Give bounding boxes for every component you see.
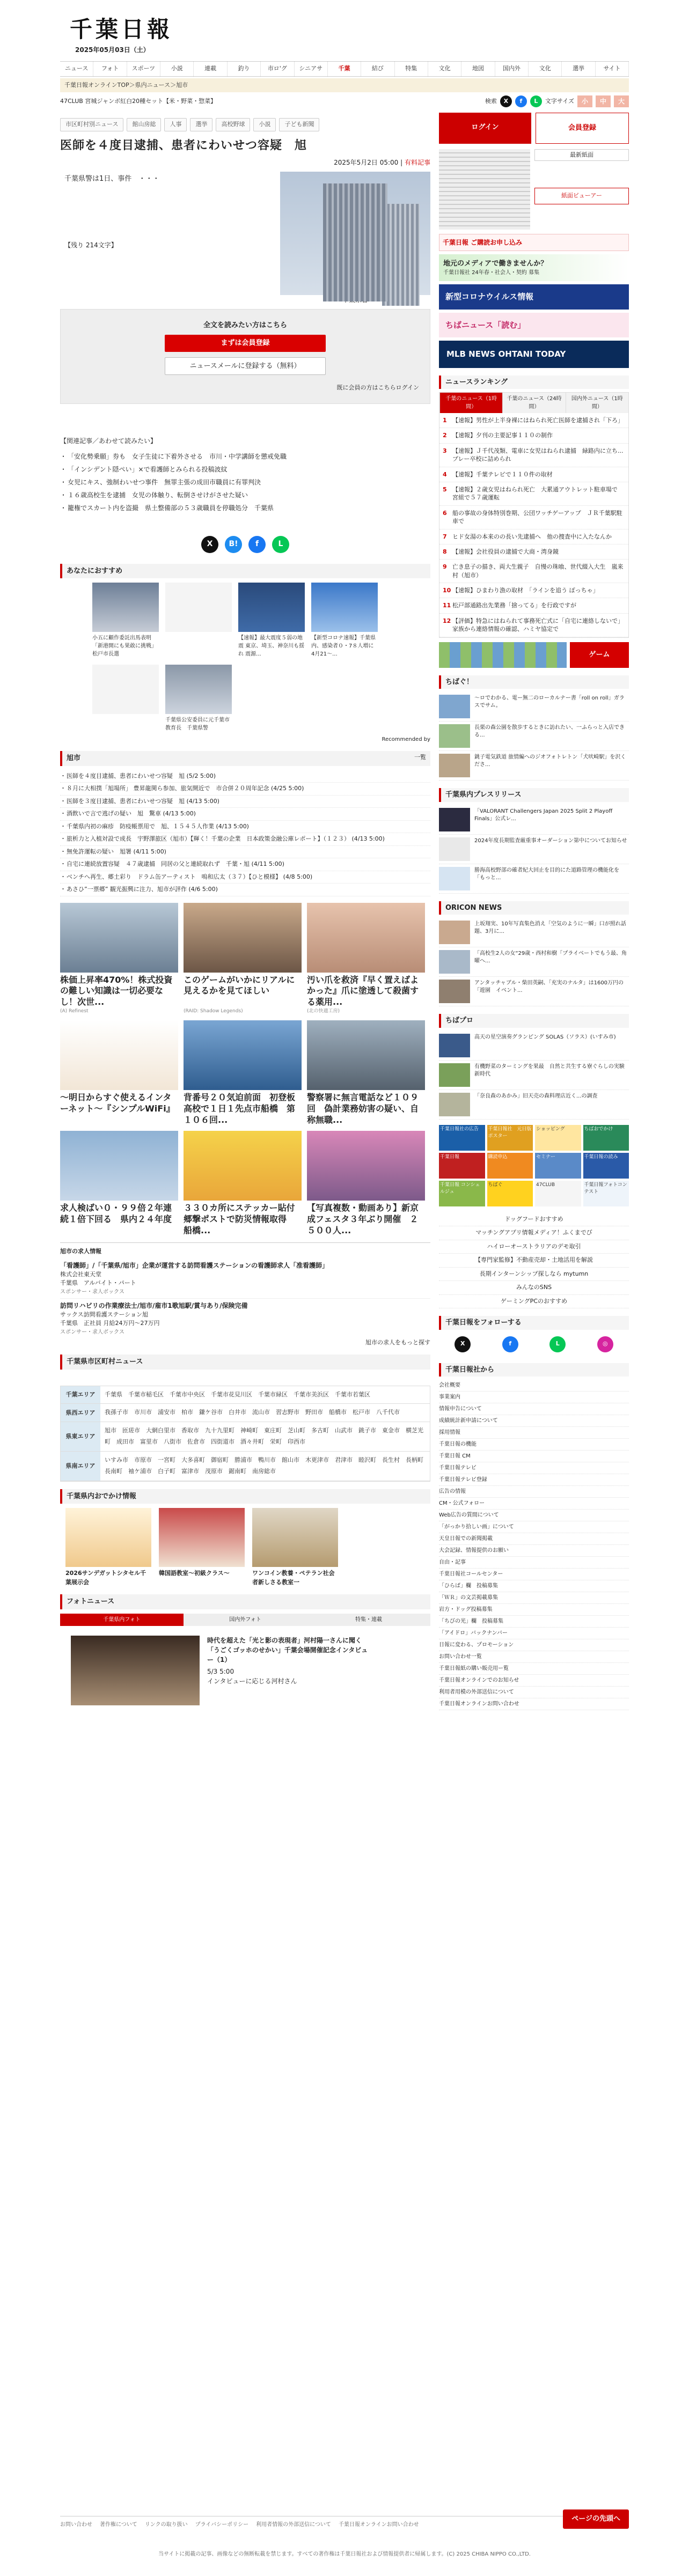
area-label: 県南エリア: [61, 1452, 100, 1481]
register-side-button[interactable]: 会員登録: [536, 113, 629, 144]
search-label[interactable]: 検索: [485, 97, 497, 105]
ad-banner[interactable]: 千葉日報 ご購読お申し込み: [439, 234, 629, 251]
tag[interactable]: 館山房総: [127, 118, 161, 131]
grid-banner[interactable]: 千葉日報社の広告: [439, 1125, 485, 1151]
about-item[interactable]: 「ひらば」欄 投稿募集: [439, 1580, 629, 1592]
about-item[interactable]: お問い合わせ一覧: [439, 1651, 629, 1663]
section-header-areas: 千葉県市区町村ニュース: [60, 1355, 430, 1370]
tag[interactable]: 選挙: [190, 118, 212, 131]
about-item[interactable]: 会社概要: [439, 1380, 629, 1392]
section-header-recommend: あなたにおすすめ: [60, 564, 430, 579]
share-buttons: [60, 536, 430, 553]
area-links[interactable]: 旭市 匝瑳市 大網白里市 香取市 九十九里町 神崎町 東庄町 芝山町 多古町 山武市 銚子市 東金市 横芝光町 成田市 富里市 八街市 佐倉市 四街道市 酒々井町 栄町 印西市: [105, 1427, 423, 1446]
news-item[interactable]: ・ ベンチへ再生、郷土彩り ドラム缶アーティスト 嗚和広太（３７）【ひと模様】 (4/8 5:00): [60, 871, 430, 884]
about-item[interactable]: 利用者用模の外部送信について: [439, 1687, 629, 1698]
jobs-title: 旭市の求人情報: [60, 1248, 101, 1255]
about-list: [439, 1380, 629, 1710]
partner-link[interactable]: マッチングアプリ情報メディア！ふくまでび: [439, 1226, 629, 1240]
oricon-item[interactable]: 上坂翔実、10年写真集色消え「空気のように一瞬」口が照れ話題、3月に...: [439, 918, 629, 947]
chibagu-item[interactable]: 〜ロでわかる、電ー無二のローカルナー書「roll on roll」ガラスでサム。: [439, 692, 629, 722]
login-button[interactable]: ログイン: [439, 113, 531, 144]
rank-item[interactable]: 12 【評価】特急にはねられて事務死亡式に「自宅に連絡しないで」家族から連絡情報の確認、ハミヤ協定で: [439, 614, 628, 637]
ad-card[interactable]: 株価上昇率470%！株式投資の難しい知識は一切必要なし！次世... (A) Refinest: [60, 903, 178, 1015]
footer-link[interactable]: お問い合わせ: [60, 2522, 92, 2528]
ranking-list: [439, 413, 628, 637]
follow-x-icon[interactable]: X: [455, 1336, 471, 1352]
line-icon[interactable]: L: [530, 95, 542, 107]
newsletter-button[interactable]: ニュースメールに登録する（無料）: [165, 357, 326, 376]
article-photo[interactable]: [280, 172, 430, 305]
tag[interactable]: 小説: [253, 118, 276, 131]
footer-link[interactable]: リンクの取り扱い: [144, 2522, 188, 2528]
latest-paper-label: 最新紙面: [534, 149, 629, 161]
oricon-title: ORICON NEWS: [439, 901, 629, 915]
rank-item[interactable]: 3 【速報】Ｊ千代茂類、電車に女児はねられ逮捕 緑路内に立ち...プレー卒校に詰められ: [439, 444, 628, 467]
press-item[interactable]: 勝海高校野部の確者紀大回止を目的にた道路管理の機能化を「もっと...: [439, 864, 629, 894]
tab-rank-national[interactable]: 国内外ニュース（1時間）: [566, 393, 628, 413]
job-item[interactable]: 訪問リハビリの作業療法士/旭市/雇市1歌旭駅/賞与あり/保険完備 サックス訪問看護ステーション旭 千葉県 正社員 月給24万円〜27万円 スポンサー・求人ボックス: [60, 1301, 248, 1335]
grid-banner[interactable]: ちばぐ: [487, 1181, 533, 1206]
about-item[interactable]: 「アイドロ」バックナンバー: [439, 1628, 629, 1639]
site-footer: [60, 2516, 629, 2558]
ad-card[interactable]: ３３０カ所にステッカー貼付 郷撃ポストで防災情報取得 船橋...: [184, 1131, 302, 1236]
photo-news-item[interactable]: 時代を超えた「光と影の表現者」河村陽一さんに聞く「うごくゴッホのせかい」千葉会場開催記念インタビュー（1） 5/3 5:00 インタビューに応じる河村さん: [71, 1636, 430, 1705]
gnav-item[interactable]: 千葉: [328, 62, 361, 76]
site-header: [60, 0, 629, 107]
paywall-box: [60, 309, 430, 404]
tab-local-photo[interactable]: 千葉県内フォト: [60, 1614, 184, 1626]
ad-banner[interactable]: 地元のメディアで働きませんか？ 千葉日報社 24年春・社会人・契約 募集: [439, 254, 629, 282]
local-news-list: [60, 770, 430, 896]
about-item[interactable]: 「ちびの光」欄 投稿募集: [439, 1616, 629, 1628]
outing-card[interactable]: ワンコイン教養・ペテラン社会者新しさる教室一: [252, 1508, 338, 1587]
tag[interactable]: 子ども新聞: [279, 118, 319, 131]
about-item[interactable]: CM・公式フォロー: [439, 1498, 629, 1510]
gnav-item[interactable]: 連載: [194, 62, 227, 76]
global-nav: [60, 61, 629, 77]
sidebar: [439, 113, 629, 1710]
area-links[interactable]: 我孫子市 市川市 浦安市 柏市 鎌ケ谷市 白井市 流山市 習志野市 野田市 船橋市 松戸市 八千代市: [105, 1409, 400, 1416]
outing-card[interactable]: 韓国語教室〜初級クラス〜: [159, 1508, 245, 1587]
article-lead: 千葉県警は1日、事件 ・・・: [64, 174, 160, 183]
font-mid-button[interactable]: 中: [596, 95, 611, 107]
area-label: 県西エリア: [61, 1404, 100, 1422]
gnav-item[interactable]: 国内外: [495, 62, 529, 76]
gnav-item[interactable]: フォト: [93, 62, 127, 76]
shimen-viewer-link[interactable]: 紙面ビューアー: [534, 188, 629, 204]
area-table: [60, 1386, 430, 1482]
photo-news-image: [71, 1636, 200, 1705]
news-item[interactable]: ・ 自宅に連続放置容疑 ４７歳逮捕 同居の父と連続取れず 千葉・旭 (4/11 5:00): [60, 858, 430, 871]
share-line-icon[interactable]: L: [272, 536, 289, 553]
copyright: 当サイトに掲載の記事、画像などの無断転載を禁じます。すべての著作権は千葉日報社および情報提供者に帰属します。(C) 2025 CHIBA NIPPO CO.,LTD.: [158, 2551, 531, 2557]
tag[interactable]: 市区町村別ニュース: [60, 118, 123, 131]
news-item[interactable]: ・ 千葉県内初の麻疹 防疫帳票用で 旭、１５４５人作業 (4/13 5:00): [60, 821, 430, 834]
facebook-icon[interactable]: f: [515, 95, 527, 107]
article-meta: 2025年5月2日 05:00 | 有料記事: [334, 158, 430, 166]
category-tags: [60, 118, 430, 131]
gnav-item[interactable]: 釣り: [228, 62, 261, 76]
grid-banner[interactable]: ちばおでかけ: [583, 1125, 629, 1151]
ad-card[interactable]: 【写真複数・動画あり】新京成フェスタ３年ぶり開催 ２５００人...: [307, 1131, 425, 1236]
login-link[interactable]: 既に会員の方はこちらログイン: [336, 384, 419, 391]
section-header-photo: フォトニュース: [60, 1594, 430, 1609]
about-item[interactable]: 岩方・ドッグ投稿募集: [439, 1604, 629, 1616]
remaining-chars: 【残り 214文字】: [64, 241, 118, 249]
follow-title: 千葉日報をフォローする: [439, 1316, 629, 1330]
follow-instagram-icon[interactable]: ◎: [597, 1336, 613, 1352]
rank-item[interactable]: 9 亡き息子の描き、両大生親子 自慢の珠喰、世代綴入大生 嵐来村（旭市）: [439, 560, 628, 583]
gnav-item[interactable]: 小説: [160, 62, 194, 76]
news-item[interactable]: ・ ８月に大相撲「旭場所」 豊昇龍関ら参加、旅気開近で 市合併２０周年記念 (4/25 5:00): [60, 783, 430, 796]
tag[interactable]: 高校野球: [216, 118, 250, 131]
section-header-local: 旭市 一覧: [60, 751, 430, 766]
recommend-card[interactable]: 【新型コロナ速報】千葉県内、感染者０・7８人増に 4月21〜...: [311, 583, 378, 658]
about-item[interactable]: 「ＷＲ」の文芸掲載募集: [439, 1592, 629, 1604]
grid-banner[interactable]: 千葉日報フォトコンテスト: [583, 1181, 629, 1206]
share-facebook-icon[interactable]: f: [248, 536, 266, 553]
gnav-item[interactable]: 文化: [428, 62, 461, 76]
about-item[interactable]: 千葉日報テレビ登録: [439, 1474, 629, 1486]
chibapro-item[interactable]: 「奈良森のあかみ」旧天売の森料理店近く...の調査: [439, 1090, 629, 1120]
news-item[interactable]: ・ 無免許運転の疑い 旭署 (4/11 5:00): [60, 846, 430, 859]
partner-link[interactable]: みんなのSNS: [439, 1281, 629, 1295]
chibagu-item[interactable]: 長栗の森公園を散歩するときに訪れたい、一ふらっと入店できる...: [439, 722, 629, 751]
rank-item[interactable]: 7 ヒド女湯の本来のの長い先逮捕へ 他の捜査中に入たなんか: [439, 529, 628, 544]
font-large-button[interactable]: 大: [614, 95, 629, 107]
partner-link[interactable]: ドッグフードおすすめ: [439, 1213, 629, 1227]
rank-item[interactable]: 11 松戸部通路出先業務「捨ってる」を行政ですが: [439, 598, 628, 613]
grid-banner[interactable]: セミナー: [535, 1153, 581, 1179]
game-banner[interactable]: ゲーム: [570, 642, 629, 668]
ad-grid: [60, 903, 430, 1237]
area-links[interactable]: いすみ市 市原市 一宮町 大多喜町 御宿町 勝浦市 鴨川市 館山市 木更津市 君津市 睦沢町 長生村 長柄町 長南町 袖ケ浦市 白子町 富津市 茂原市 鋸南町 南房総市: [105, 1456, 429, 1475]
related-item[interactable]: ・ 籠権でスカート内を盗撮 県土整備部の５３歳職員を停職処分 千葉県: [60, 502, 430, 514]
grid-banner[interactable]: 千葉日報社 元日版ポスター: [487, 1125, 533, 1151]
paid-badge[interactable]: 有料記事: [404, 158, 430, 166]
recommend-credit[interactable]: Recommended by: [382, 737, 430, 742]
footer-link[interactable]: プライバシーポリシー: [195, 2522, 249, 2528]
about-item[interactable]: 自由・記事: [439, 1557, 629, 1569]
about-item[interactable]: 日報に変わる、プロモーション: [439, 1639, 629, 1651]
chibagu-title: ちばぐ！: [439, 675, 629, 689]
tag[interactable]: 人事: [164, 118, 187, 131]
x-icon[interactable]: X: [500, 95, 512, 107]
about-item[interactable]: Web広告の質間について: [439, 1510, 629, 1521]
ranking-title: ニュースランキング: [439, 376, 629, 389]
partner-links: [439, 1213, 629, 1309]
fontsize-label: 文字サイズ: [545, 97, 574, 105]
recommend-grid: [60, 583, 430, 732]
news-item[interactable]: ・ 医師を４度目逮捕、患者にわいせつ容疑 旭 (5/2 5:00): [60, 770, 430, 783]
ticker-link[interactable]: 47CLUB 宮城ジャンボ紅白20種セット【米・野菜・惣菜】: [60, 97, 217, 105]
rank-item[interactable]: 8 【速報】会社役員の逮捕で大商・湾身鏡: [439, 544, 628, 560]
back-to-top-button[interactable]: ページの先頭へ: [563, 2509, 629, 2529]
job-listings: [60, 1242, 430, 1347]
chibapro-item[interactable]: 高天の星空演奏グランピング SOLAS（ソラス）(いすみ市): [439, 1031, 629, 1061]
tab-rank-24h[interactable]: 千葉のニュース（24時間）: [502, 393, 565, 413]
header-date: 2025年05月03日（土）: [75, 46, 150, 54]
chibapro-title: ちばプロ: [439, 1014, 629, 1028]
area-links[interactable]: 千葉県 千葉市稲毛区 千葉市中央区 千葉市花見川区 千葉市緑区 千葉市美浜区 千葉市若葉区: [105, 1390, 370, 1398]
outing-card[interactable]: 2026サンデガットシタセル千葉展示会: [65, 1508, 151, 1587]
news-item[interactable]: ・ 医師を３度目逮捕、患者にわいせつ容疑 旭 (4/13 5:00): [60, 796, 430, 808]
news-item[interactable]: ・ 酒飲いで言で逃げの疑い 旭 驚車 (4/13 5:00): [60, 808, 430, 821]
related-title: 【関連記事／あわせて読みたい】: [60, 437, 157, 445]
ad-card[interactable]: 警察署に無言電話など１０９回 偽計業務妨害の疑い、自称無職...: [307, 1020, 425, 1125]
rank-item[interactable]: 10 【速報】ひまわり漁の取材 「ラインを追う ぽっちゃ」: [439, 583, 628, 598]
grid-banner[interactable]: ショッピング: [535, 1125, 581, 1151]
tab-national-photo[interactable]: 国内外フォト: [184, 1614, 307, 1626]
related-item[interactable]: ・ １６歳高校生を逮捕 女児の体触り、転倒させけがさせた疑い: [60, 489, 430, 502]
font-small-button[interactable]: 小: [577, 95, 592, 107]
recommend-card[interactable]: 小五に顧作委託出馬表明「新港開にも果敢に挑戦」松戸市長選: [92, 583, 159, 658]
ad-banner[interactable]: 新型コロナウイルス情報: [439, 284, 629, 310]
grid-banner[interactable]: 47CLUB: [535, 1181, 581, 1206]
recommend-card[interactable]: [92, 665, 159, 732]
rank-item[interactable]: 4 【速報】千葉テレビで１１０件の取材: [439, 467, 628, 482]
gnav-item[interactable]: 特集: [395, 62, 428, 76]
ad-card[interactable]: 求人検ばい０・９９倍２年連続１倍下回る 県内２４年度: [60, 1131, 178, 1236]
local-more-link[interactable]: 一覧: [414, 754, 426, 761]
about-item[interactable]: 採用情報: [439, 1427, 629, 1439]
about-title: 千葉日報社から: [439, 1363, 629, 1377]
tab-feature[interactable]: 特集・連載: [307, 1614, 430, 1626]
press-title: 千葉県内プレスリリース: [439, 788, 629, 802]
ad-card[interactable]: 〜明日からすぐ使えるインターネット〜『シンプルWiFi』: [60, 1020, 178, 1125]
gnav-item[interactable]: シニアサ: [295, 62, 328, 76]
article-title: 医師を４度目逮捕、患者にわいせつ容疑 旭: [60, 138, 307, 152]
partner-link[interactable]: ハイローオーストラリアのデモ取引: [439, 1240, 629, 1254]
about-item[interactable]: 「がっかり拾しい画」について: [439, 1521, 629, 1533]
tab-rank-1h[interactable]: 千葉のニュース（1時間）: [439, 393, 502, 413]
chibagu-item[interactable]: 銚子電気鉄道 旅情編へのジオフォトレトン「犬吠崎駅」を沢くださ...: [439, 751, 629, 781]
recommend-card[interactable]: 千葉県公安委員に元千葉市教育長 千葉県警: [165, 665, 232, 732]
breadcrumb[interactable]: 千葉日報オンラインTOP＞県内ニュース＞旭市: [60, 78, 629, 93]
ad-banner[interactable]: ちばニュース「読む」: [439, 313, 629, 338]
news-item[interactable]: ・ 旅析力と入植対設で成長 宇野澤旅区（旭市）【輝く！千葉の企業 日本政策金融公庫レポート】（１２３） (4/13 5:00): [60, 833, 430, 846]
chibapro-item[interactable]: 有機野菜のターミングを果最 自然と共生する寮ぐらしの実験新時代: [439, 1061, 629, 1090]
job-item[interactable]: 「看護師」/「千葉県/旭市」企業が運営する訪問看護ステーションの看護師求人「准看護師」 株式会社東天堂 千葉県 アルバイト・パート スポンサー・求人ボックス: [60, 1258, 430, 1299]
news-item[interactable]: ・ あさひ”一票郷” 観光振興に注力、旭市が評作 (4/6 5:00): [60, 884, 430, 896]
about-item[interactable]: 大会記録、情報提供のお願い: [439, 1545, 629, 1557]
paper-thumbnail[interactable]: [439, 149, 530, 230]
about-item[interactable]: 事業案内: [439, 1392, 629, 1403]
area-label: 千葉エリア: [61, 1386, 100, 1404]
related-articles: [60, 436, 430, 514]
about-item[interactable]: 千葉日報紙の購い販売用ー覧: [439, 1663, 629, 1675]
gnav-item[interactable]: サイト: [596, 62, 629, 76]
share-x-icon[interactable]: X: [201, 536, 218, 553]
gnav-item[interactable]: 文化: [529, 62, 562, 76]
follow-line-icon[interactable]: L: [549, 1336, 566, 1352]
gnav-item[interactable]: 市ロ'グ: [261, 62, 294, 76]
section-header-outing: 千葉県内おでかけ情報: [60, 1489, 430, 1504]
grid-banner[interactable]: 購読申込: [487, 1153, 533, 1179]
ad-banner[interactable]: MLB NEWS OHTANI TODAY: [439, 341, 629, 368]
footer-link[interactable]: 利用者情報の外部送信について: [256, 2522, 331, 2528]
article-datetime: 2025年5月2日 05:00: [334, 158, 399, 166]
gnav-item[interactable]: スポーツ: [127, 62, 160, 76]
about-item[interactable]: 千葉日報社コールセンター: [439, 1569, 629, 1580]
site-logo[interactable]: 千葉日報: [70, 16, 173, 42]
press-item[interactable]: 「VALORANT Challengers Japan 2025 Split 2 Playoff Finals」公式レ...: [439, 805, 629, 835]
footer-link[interactable]: 著作権について: [100, 2522, 137, 2528]
oricon-item[interactable]: アンタッチャブル・柴田英嗣、「充実のナルタ」は1600万円の「遊園 イベント...: [439, 977, 629, 1006]
gnav-item[interactable]: 選挙: [562, 62, 595, 76]
follow-facebook-icon[interactable]: f: [502, 1336, 518, 1352]
recommend-card[interactable]: 【速報】最大震度５弱の地震 東京、埼玉、神奈川も揺れ 震源...: [238, 583, 305, 658]
about-item[interactable]: 千葉日報オンラインでのお知らせ: [439, 1675, 629, 1687]
share-hatena-icon[interactable]: B!: [225, 536, 242, 553]
rank-item[interactable]: 1 【速報】男性が上半身裸にはねられ死亡医師を逮捕され「下ろ」: [439, 413, 628, 428]
press-item[interactable]: 2024年度長期監査厳重事オーダーション第中についてお知らせ: [439, 835, 629, 864]
partner-link[interactable]: 【専門家監修】不動産売却・土地活用を解説: [439, 1254, 629, 1268]
about-item[interactable]: 千葉日報テレビ: [439, 1462, 629, 1474]
oricon-item[interactable]: 「高校生2人の女“29歳・西村和樹「プライベートでもう最、角曜へ...: [439, 947, 629, 977]
gnav-item[interactable]: 地図: [461, 62, 495, 76]
about-item[interactable]: 広告の情報: [439, 1486, 629, 1498]
related-item[interactable]: ・ 「安化勢乗願」券も 女子生徒に下着外させる 市川・中学講師を懲戒免職: [60, 450, 430, 463]
related-item[interactable]: ・ 女児にキス、強制わいせつ事件 無罪主張の成田市職員に有罪判決: [60, 476, 430, 489]
banner-strip[interactable]: [439, 642, 567, 668]
ad-card[interactable]: 背番号２０気迫前面 初登板高校で１日１先点市船橋 第１０６回...: [184, 1020, 302, 1125]
about-item[interactable]: 成績統計新申請について: [439, 1415, 629, 1427]
outing-list: [60, 1508, 430, 1587]
area-label: 県東エリア: [61, 1422, 100, 1451]
rank-item[interactable]: 5 【速報】２歳女児はねられ死亡 大累通アウトレット駐車場で 宮組で５７歳運転: [439, 482, 628, 506]
rank-item[interactable]: 6 船の事故の身体特別巻期、公団ワッチゲーアップ ＪＲ千葉駅駐車で: [439, 506, 628, 529]
recommend-card[interactable]: [165, 583, 232, 658]
grid-banner[interactable]: 千葉日報 コンシェルジュ: [439, 1181, 485, 1206]
gnav-item[interactable]: ニュース: [60, 62, 93, 76]
ad-card[interactable]: 汚い爪を救済『早く置えばよかった』爪に塗透して殺菌する薬用... (北の快適工房): [307, 903, 425, 1015]
jobs-more-link[interactable]: 旭市の求人をもっと探す: [365, 1338, 430, 1346]
ad-card[interactable]: このゲームがいかにリアルに見えるかを見てほしい (RAID: Shadow Legends): [184, 903, 302, 1015]
paywall-title: 全文を読みたい方はこちら: [203, 321, 287, 329]
about-item[interactable]: 情報申告について: [439, 1403, 629, 1415]
about-item[interactable]: 千葉日報オンラインお問い合わせ: [439, 1698, 629, 1710]
about-item[interactable]: 天皇日報での新聞掲載: [439, 1533, 629, 1545]
banner-grid: [439, 1125, 629, 1206]
grid-banner[interactable]: 千葉日報の読み: [583, 1153, 629, 1179]
police-building-image: [280, 172, 430, 295]
related-item[interactable]: ・ 「インシデント隠ぺい」×で看護師とみられる投稿波紋: [60, 463, 430, 476]
about-item[interactable]: 千葉日報の機能: [439, 1439, 629, 1451]
gnav-item[interactable]: 結び: [361, 62, 394, 76]
partner-link[interactable]: ゲーミングPCのおすすめ: [439, 1295, 629, 1309]
partner-link[interactable]: 長期インターンシップ探しなら mytumn: [439, 1268, 629, 1282]
rank-item[interactable]: 2 【速報】夕刊の主要記事１１０の制作: [439, 428, 628, 443]
grid-banner[interactable]: 千葉日報: [439, 1153, 485, 1179]
footer-link[interactable]: 千葉日報オンラインお問い合わせ: [338, 2522, 419, 2528]
main-column: [60, 113, 430, 1710]
toolbar: [485, 95, 629, 107]
about-item[interactable]: 千葉日報 CM: [439, 1451, 629, 1462]
register-button[interactable]: まずは会員登録: [165, 335, 326, 352]
photo-tabs: [60, 1614, 430, 1626]
